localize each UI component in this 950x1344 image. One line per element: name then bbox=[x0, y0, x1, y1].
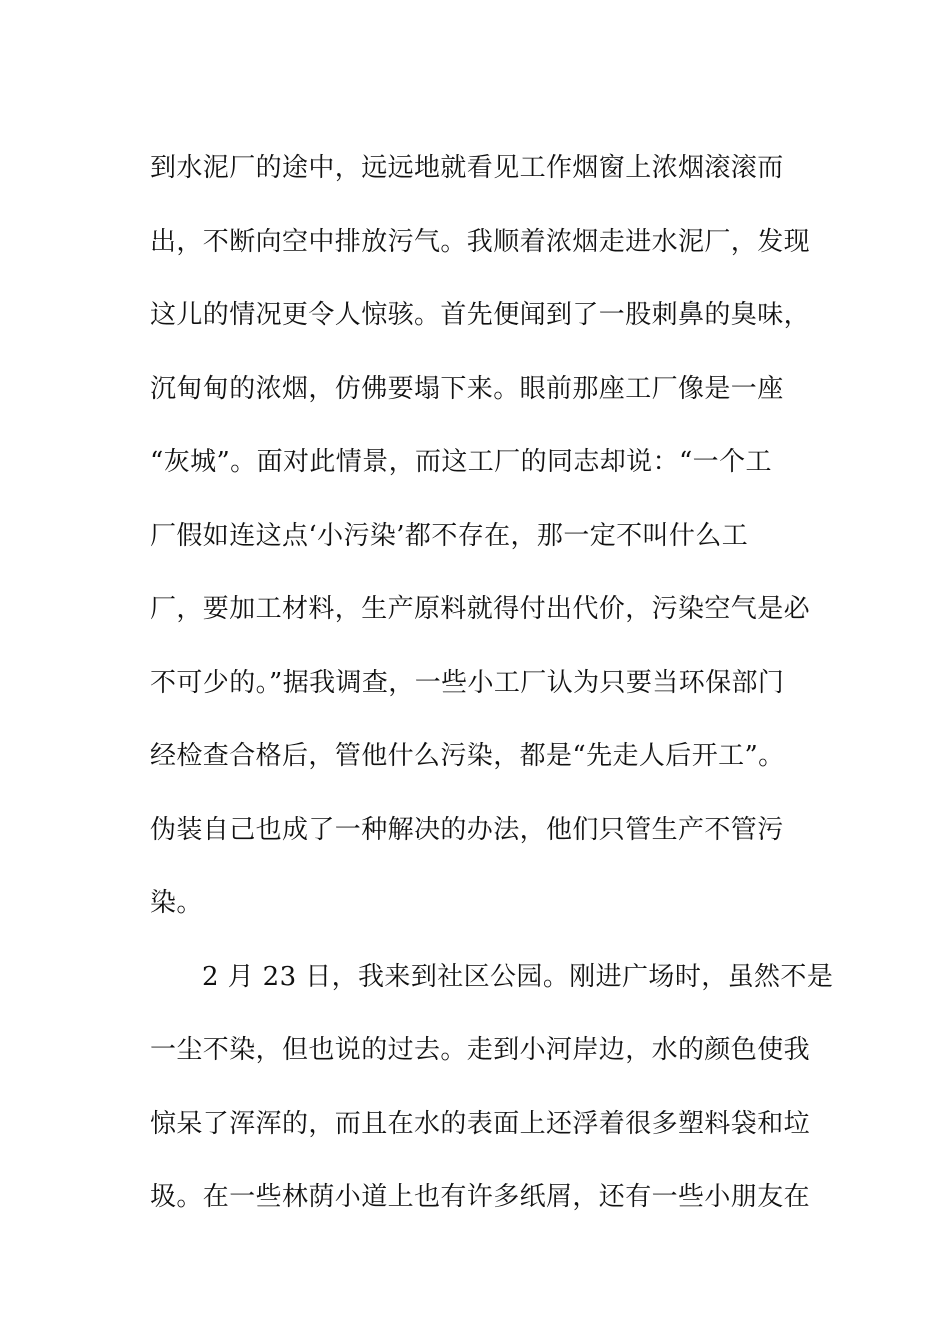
text-line: 圾。在一些林荫小道上也有许多纸屑，还有一些小朋友在 bbox=[150, 1182, 811, 1212]
text-line: 厂，要加工材料，生产原料就得付出代价，污染空气是必 bbox=[150, 594, 811, 624]
text-line: 一尘不染，但也说的过去。走到小河岸边，水的颜色使我 bbox=[150, 1035, 811, 1065]
text-line: 经检查合格后，管他什么污染，都是“先走人后开工”。 bbox=[150, 741, 785, 771]
body-text bbox=[150, 132, 834, 1235]
paragraph-start-line: 2 月 23 日，我来到社区公园。刚进广场时，虽然不是 bbox=[202, 961, 834, 992]
text-line: 不可少的。”据我调查，一些小工厂认为只要当环保部门 bbox=[150, 667, 785, 698]
text-line: 染。 bbox=[150, 888, 203, 918]
text-line: 到水泥厂的途中，远远地就看见工作烟窗上浓烟滚滚而 bbox=[150, 153, 784, 183]
text-line: 出，不断向空中排放污气。我顺着浓烟走进水泥厂，发现 bbox=[150, 226, 811, 257]
text-line: “灰城”。面对此情景，而这工厂的同志却说：“一个工 bbox=[150, 447, 772, 477]
text-line: 厂假如连这点‘小污染’都不存在，那一定不叫什么工 bbox=[150, 520, 749, 551]
text-line: 伪装自己也成了一种解决的办法，他们只管生产不管污 bbox=[150, 814, 784, 845]
text-line: 这儿的情况更令人惊骇。首先便闻到了一股刺鼻的臭味， bbox=[150, 300, 811, 330]
text-line: 惊呆了浑浑的，而且在水的表面上还浮着很多塑料袋和垃 bbox=[150, 1108, 811, 1139]
text-line: 沉甸甸的浓烟，仿佛要塌下来。眼前那座工厂像是一座 bbox=[150, 373, 784, 404]
